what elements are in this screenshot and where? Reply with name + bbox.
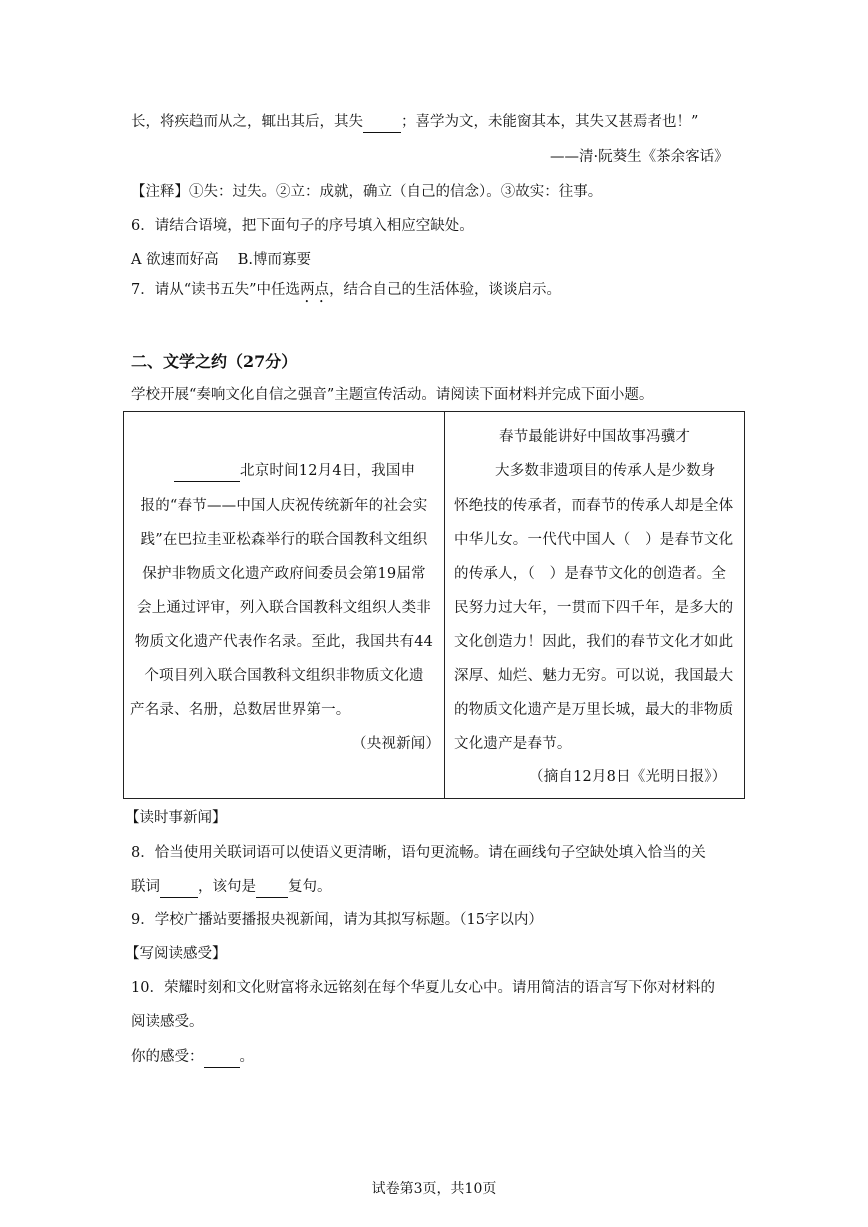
right-line-1: 怀绝技的传承者，而春节的传承人却是全体 xyxy=(454,498,734,514)
right-line-0: 大多数非遗项目的传承人是少数身 xyxy=(495,463,716,479)
right-line-7: 的物质文化遗产是万里长城，最大的非物质 xyxy=(454,702,734,718)
left-line-7: 产名录、名册，总数居世界第一。 xyxy=(130,702,351,718)
right-source: （摘自12月8日《光明日报》） xyxy=(529,769,727,785)
question-9: 9．学校广播站要播报央视新闻，请为其拟写标题。（15字以内） xyxy=(131,912,543,928)
question-10-cont: 阅读感受。 xyxy=(131,1014,204,1030)
left-line-4: 会上通过评审，列入联合国教科文组织人类非 xyxy=(137,600,431,616)
right-line-8: 文化遗产是春节。 xyxy=(454,736,572,752)
passage-source: ——清·阮葵生《茶余客话》 xyxy=(550,149,729,165)
q8-blank-1[interactable] xyxy=(160,877,198,898)
passage-text-a: 长，将疾趋而从之，辄出其后，其失 xyxy=(131,114,363,130)
question-10: 10．荣耀时刻和文化财富将永远铭刻在每个华夏儿女心中。请用简洁的语言写下你对材料的 xyxy=(131,980,715,996)
q8-text-1: 联词 xyxy=(131,879,160,895)
answer-blank[interactable] xyxy=(204,1047,240,1068)
page-footer: 试卷第3页，共10页 xyxy=(371,1181,497,1197)
section-title: 二、文学之约（27分） xyxy=(131,352,298,371)
question-7-text-b: ，结合自己的生活体验，谈谈启示。 xyxy=(329,282,562,298)
right-title: 春节最能讲好中国故事冯骥才 xyxy=(499,429,691,445)
right-line-6: 深厚、灿烂、魅力无穷。可以说，我国最大 xyxy=(454,668,734,684)
passage-line-1 xyxy=(131,112,698,133)
fill-blank[interactable] xyxy=(363,112,401,133)
question-6: 6．请结合语境，把下面句子的序号填入相应空缺处。 xyxy=(131,218,474,234)
left-line-0 xyxy=(174,461,415,482)
left-source: （央视新闻） xyxy=(352,736,441,752)
left-line-6: 个项目列入联合国教科文组织非物质文化遗 xyxy=(144,668,424,684)
left-line-3: 保护非物质文化遗产政府间委员会第19届常 xyxy=(142,566,426,582)
tag-news: 【读时事新闻】 xyxy=(125,810,227,826)
right-line-3: 的传承人，（ ）是春节文化的创造者。全 xyxy=(454,566,727,582)
right-line-5: 文化创造力！因此，我们的春节文化才如此 xyxy=(454,634,734,650)
left-line-0-text: 北京时间12月4日，我国申 xyxy=(240,463,416,479)
material-table xyxy=(123,411,745,799)
left-line-1: 报的“春节——中国人庆祝传统新年的社会实 xyxy=(140,498,428,514)
q8-text-3: 复句。 xyxy=(288,879,332,895)
right-line-2: 中华儿女。一代代中国人（ ）是春节文化 xyxy=(454,532,734,548)
section-intro: 学校开展“奏响文化自信之强音”主题宣传活动。请阅读下面材料并完成下面小题。 xyxy=(131,387,654,403)
right-line-4: 民努力过大年，一贯而下四千年，是多大的 xyxy=(454,600,734,616)
question-8-cont xyxy=(131,877,332,898)
question-7 xyxy=(131,280,561,306)
tag-feelings: 【写阅读感受】 xyxy=(125,946,227,962)
answer-end: 。 xyxy=(239,1049,254,1065)
left-line-5: 物质文化遗产代表作名录。至此，我国共有44 xyxy=(134,634,434,650)
annotation-note: 【注释】①失：过失。②立：成就，确立（自己的信念）。③故实：往事。 xyxy=(131,184,603,200)
q8-text-2: ，该句是 xyxy=(198,879,256,895)
left-line-2: 践”在巴拉圭亚松森举行的联合国教科文组织 xyxy=(140,532,428,548)
passage-text-b: ；喜学为文，未能窗其本，其失又甚焉者也！” xyxy=(401,114,699,130)
answer-line xyxy=(131,1047,254,1068)
question-8: 8．恰当使用关联词语可以使语义更清晰，语句更流畅。请在画线句子空缺处填入恰当的关 xyxy=(131,845,706,861)
answer-label: 你的感受： xyxy=(131,1049,204,1065)
question-7-text-a: 7．请从“读书五失”中任选 xyxy=(131,282,301,298)
emphasis-dots: 两点 xyxy=(300,282,330,298)
question-6-options: A 欲速而好高 B.博而寡要 xyxy=(131,252,311,268)
left-fill-blank[interactable] xyxy=(174,461,240,482)
table-divider xyxy=(444,412,445,798)
q8-blank-2[interactable] xyxy=(256,877,288,898)
